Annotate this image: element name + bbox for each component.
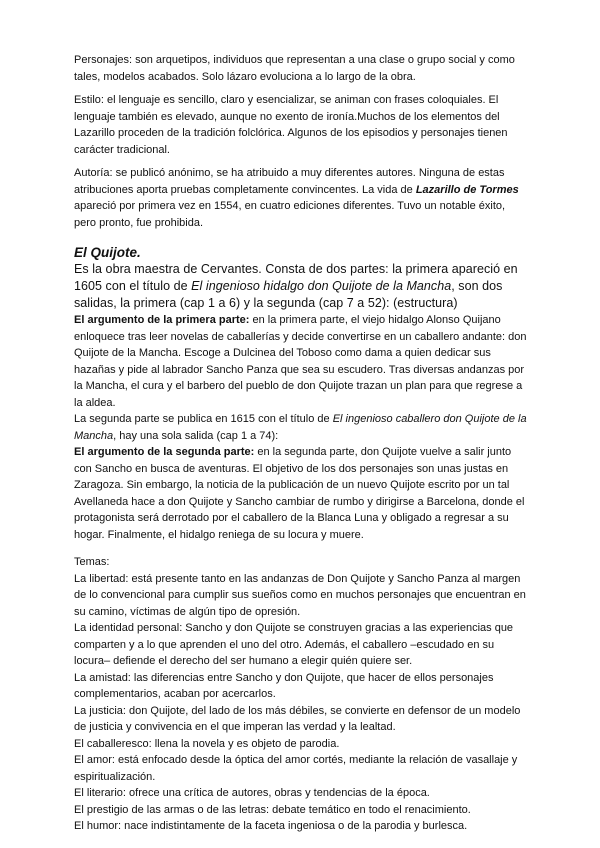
quijote-first-title: El ingenioso hidalgo don Quijote de la Mancha [191,279,452,293]
second-part-end: , hay una sola salida (cap 1 a 74): [113,429,279,442]
argument-part-one [74,312,530,411]
personajes-paragraph: Personajes: son arquetipos, individuos que representan a una clase o grupo social y como tales, modelos acabados. Solo lázaro evoluciona a lo largo de la obra. [74,54,515,83]
document-page [74,52,530,835]
argument-part-two-label: El argumento de la segunda parte: [74,446,255,458]
tema-item: El prestigio de las armas o de las letras: debate temático en todo el renacimiento. [74,803,471,816]
argument-part-one-label: El argumento de la primera parte: [74,314,250,326]
tema-item: La amistad: las diferencias entre Sancho y don Quijote, que hacer de ellos personajes complementarios, acaban por acercarlos. [74,671,494,700]
argument-part-two-text: en la segunda parte, don Quijote vuelve a salir junto con Sancho en busca de aventuras. El objetivo de los dos personajes son unas justas en Zaragoza. Sin embargo, la noticia de la publicación de un nuevo Quijote escrito por un tal Avellaneda hace a don Quijote y Sancho cambiar de rumbo y dirigirse a Barcelona, donde el protagonista será derrotado por el caballero de la Blanca Luna y obligado a regresar a su hogar. Finalmente, el hidalgo reniega de su locura y muere. [74,446,525,541]
estilo-paragraph: Estilo: el lenguaje es sencillo, claro y esencializar, se animan con frases coloquiales. El lenguaje también es elevado, aunque no exento de ironía.Muchos de los elementos del Lazarillo proceden de la tradición folclórica. Algunos de los episodios y personajes tienen carácter tradicional. [74,94,508,156]
autoria-text-end: apareció por primera vez en 1554, en cuatro ediciones diferentes. Tuvo un notable éxito, pero pronto, fue prohibida. [74,200,506,229]
tema-item: El amor: está enfocado desde la óptica del amor cortés, mediante la relación de vasallaje y espiritualización. [74,754,518,783]
quijote-heading: El Quijote. [74,245,141,260]
quijote-intro-end: , son dos salidas, la primera (cap 1 a 6) y la segunda (cap 7 a 52): (estructura) [74,279,503,310]
quijote-second-title: El ingenioso caballero don Quijote de la Mancha [74,413,527,442]
temas-heading: Temas: [74,556,110,568]
quijote-intro [74,261,530,312]
tema-item: El humor: nace indistintamente de la faceta ingeniosa o de la parodia y burlesca. [74,820,468,832]
argument-part-two [74,444,530,543]
autoria-text-start: Autoría: se publicó anónimo, se ha atribuido a muy diferentes autores. Ninguna de estas atribuciones aporta pruebas completamente convincentes. La vida de [74,167,505,196]
tema-item: El caballeresco: llena la novela y es objeto de parodia. [74,737,340,750]
argument-part-one-text: en la primera parte, el viejo hidalgo Alonso Quijano enloquece tras leer novelas de caballerías y decide convertirse en un caballero andante: don Quijote de la Mancha. Escoge a Dulcinea del Toboso como dama a quien dedicar sus hazañas y pide al labrador Sancho Panza que sea su escudero. Tras diversas andanzas por la Mancha, el cura y el barbero del pueblo de don Quijote trazan un plan para que regrese a la aldea. [74,314,527,409]
tema-item: La justicia: don Quijote, del lado de los más débiles, se convierte en defensor de un modelo de justicia y convivencia en el que imperan las verdad y la lealtad. [74,704,521,733]
tema-item: La identidad personal: Sancho y don Quijote se construyen gracias a las experiencias que comparten y a lo que aprenden el uno del otro. Además, el caballero –escudado en su locura– defiende el derecho del ser humano a elegir quién quiere ser. [74,622,514,667]
quijote-intro-start: Es la obra maestra de Cervantes. Consta de dos partes: la primera apareció en 1605 con el título de [74,262,518,293]
second-part-start: La segunda parte se publica en 1615 con el título de [74,413,333,425]
tema-item: La libertad: está presente tanto en las andanzas de Don Quijote y Sancho Panza al margen de lo convencional para cumplir sus sueños como en muchos personajes que encuentran en su camino, víctimas de algún tipo de opresión. [74,572,526,618]
tema-item: El literario: ofrece una crítica de autores, obras y tendencias de la época. [74,787,430,799]
autoria-paragraph [74,165,530,231]
second-part-intro [74,411,530,444]
lazarillo-title: Lazarillo de Tormes [415,183,519,196]
